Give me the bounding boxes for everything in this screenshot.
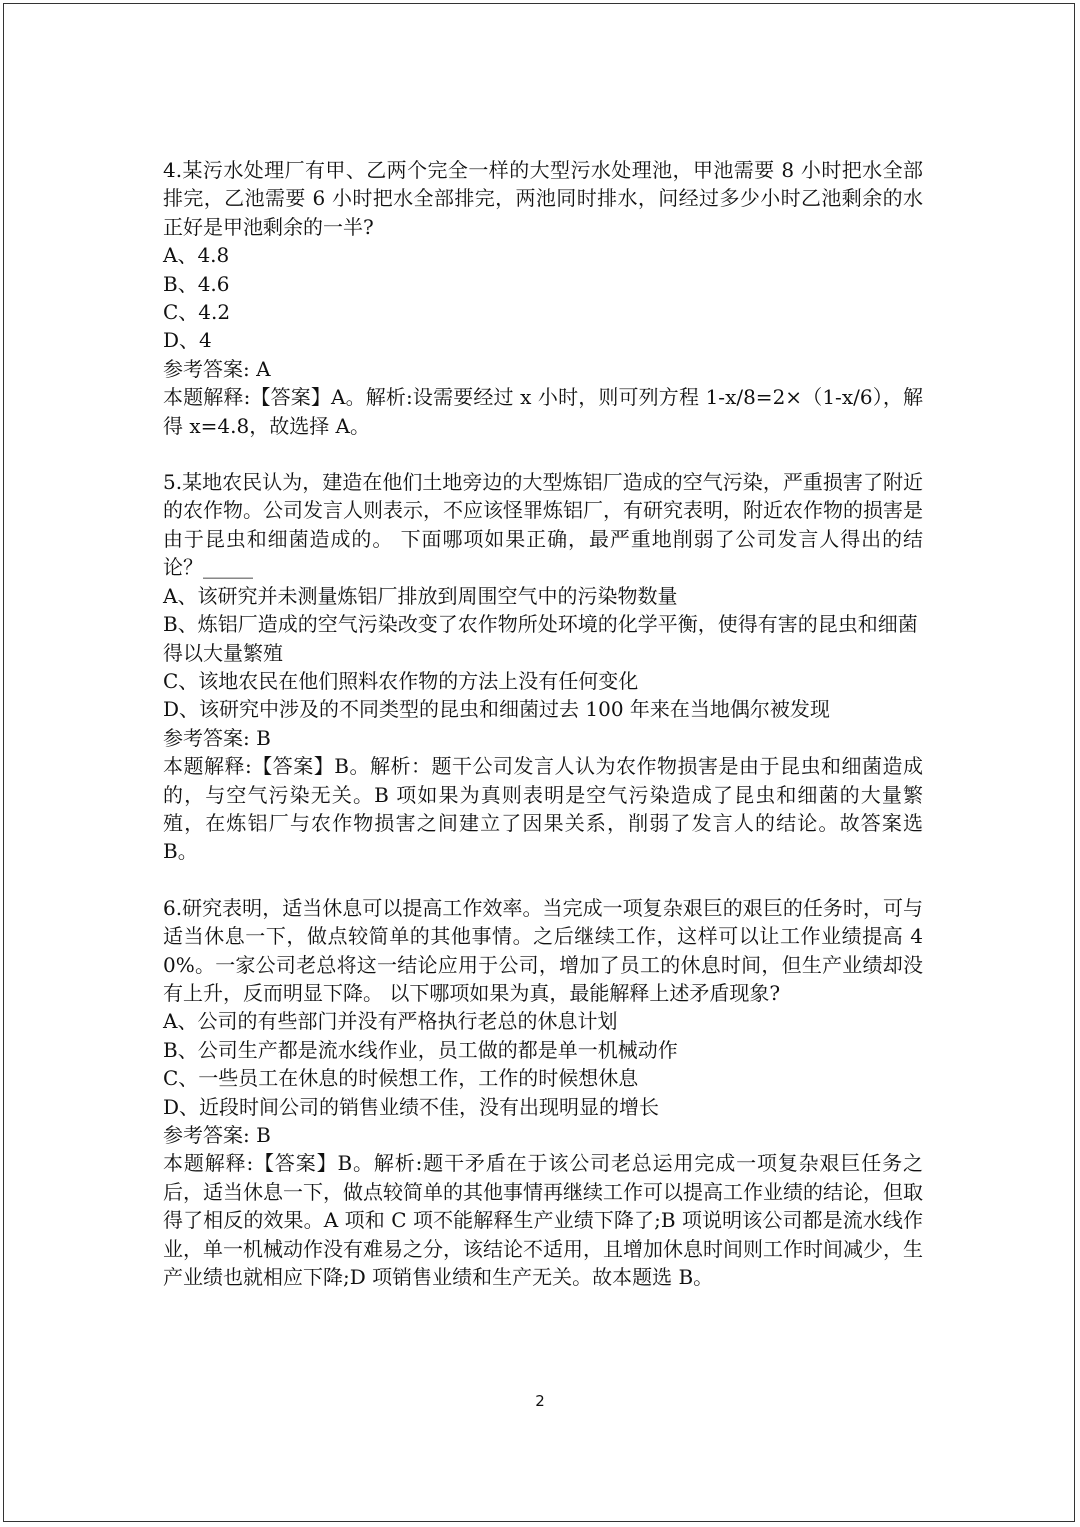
option-c: C、该地农民在他们照料农作物的方法上没有任何变化 <box>163 668 639 693</box>
reference-answer: 参考答案: B <box>163 725 271 750</box>
page-number: 2 <box>535 1392 545 1410</box>
option-a: A、该研究并未测量炼铝厂排放到周围空气中的污染物数量 <box>163 583 678 608</box>
answer-explanation: 本题解释:【答案】A。解析:设需要经过 x 小时，则可列方程 1-x/8=2×（1-x/6），解得 x=4.8，故选择 A。 <box>163 385 923 438</box>
option-d: D、近段时间公司的销售业绩不佳，没有出现明显的增长 <box>163 1094 660 1119</box>
option-b: B、公司生产都是流水线作业，员工做的都是单一机械动作 <box>163 1037 678 1062</box>
option-a: A、4.8 <box>163 243 230 268</box>
question-stem: 5.某地农民认为，建造在他们土地旁边的大型炼铝厂造成的空气污染，严重损害了附近的农作物。公司发言人则表示，不应该怪罪炼铝厂，有研究表明，附近农作物的损害是由于昆虫和细菌造成的。 下面哪项如果正确，最严重地削弱了公司发言人得出的结论？_____ <box>163 470 923 580</box>
question-5 <box>163 468 930 866</box>
question-stem: 6.研究表明，适当休息可以提高工作效率。当完成一项复杂艰巨的艰巨的任务时，可与适当休息一下，做点较简单的其他事情。之后继续工作，这样可以让工作业绩提高 40%。一家公司老总将这一结论应用于公司，增加了员工的休息时间，但生产业绩却没有上升，反而明显下降。 以下哪项如果为真，最能解释上述矛盾现象? <box>163 895 923 1005</box>
document-body <box>163 156 930 1319</box>
answer-explanation: 本题解释:【答案】B。解析:题干矛盾在于该公司老总运用完成一项复杂艰巨任务之后，适当休息一下，做点较简单的其他事情再继续工作可以提高工作业绩的结论，但取得了相反的效果。A 项和 C 项不能解释生产业绩下降了;B 项说明该公司都是流水线作业，单一机械动作没有难易之分，该结论不适用，且增加休息时间则工作时间减少，生产业绩也就相应下降;D 项销售业绩和生产无关。故本题选 B。 <box>163 1151 923 1290</box>
option-a: A、公司的有些部门并没有严格执行老总的休息计划 <box>163 1009 618 1034</box>
question-4 <box>163 156 923 440</box>
option-b: B、4.6 <box>163 271 230 296</box>
option-c: C、4.2 <box>163 300 231 325</box>
question-stem: 4.某污水处理厂有甲、乙两个完全一样的大型污水处理池，甲池需要 8 小时把水全部排完，乙池需要 6 小时把水全部排完，两池同时排水，问经过多少小时乙池剩余的水正好是甲池剩余的一半? <box>163 158 923 239</box>
option-c: C、一些员工在休息的时候想工作，工作的时候想休息 <box>163 1066 639 1091</box>
question-6 <box>163 894 923 1292</box>
option-d: D、该研究中涉及的不同类型的昆虫和细菌过去 100 年来在当地偶尔被发现 <box>163 697 830 722</box>
answer-explanation: 本题解释:【答案】B。解析：题干公司发言人认为农作物损害是由于昆虫和细菌造成的，与空气污染无关。B 项如果为真则表明是空气污染造成了昆虫和细菌的大量繁殖，在炼铝厂与农作物损害之间建立了因果关系，削弱了发言人的结论。故答案选 B。 <box>163 754 930 864</box>
reference-answer: 参考答案: A <box>163 356 271 381</box>
option-b: B、炼铝厂造成的空气污染改变了农作物所处环境的化学平衡，使得有害的昆虫和细菌得以大量繁殖 <box>163 612 918 665</box>
reference-answer: 参考答案: B <box>163 1123 271 1147</box>
option-d: D、4 <box>163 328 212 353</box>
